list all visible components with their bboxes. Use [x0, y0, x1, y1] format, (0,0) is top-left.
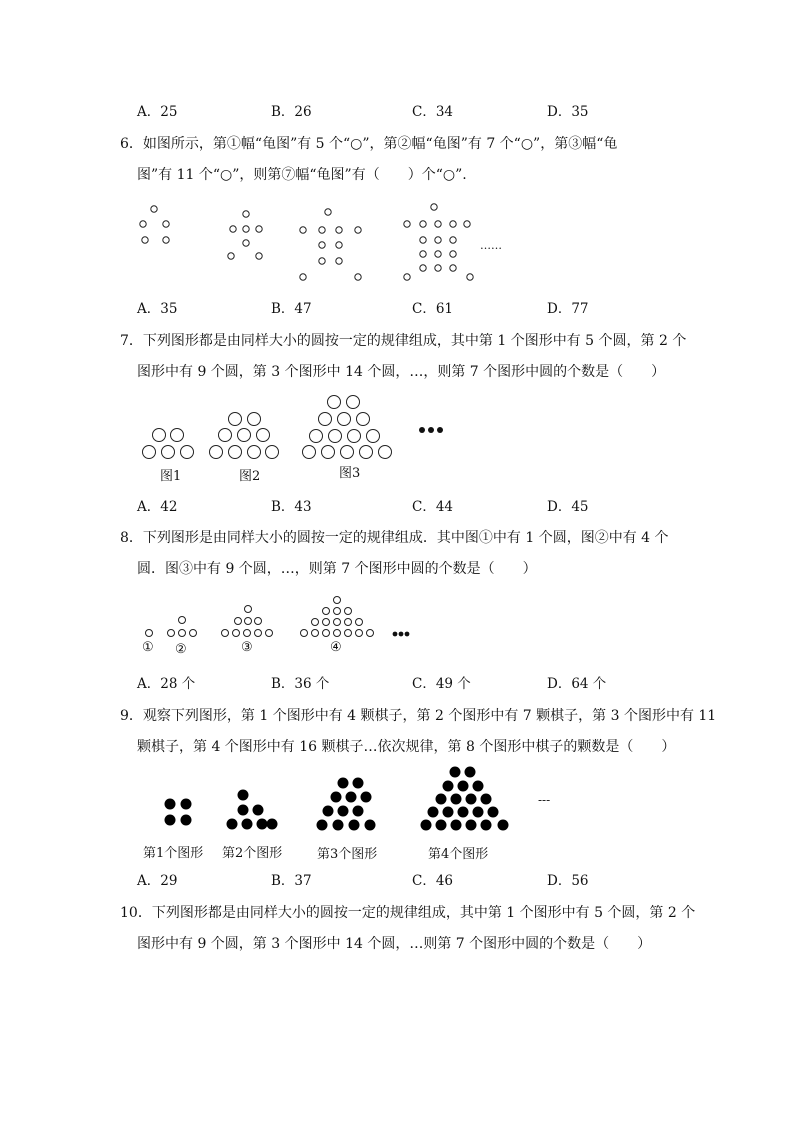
- q8-option-d: D．64 个: [547, 676, 607, 692]
- q9-figure-2: [227, 790, 278, 830]
- q9-figure-4: [421, 767, 509, 831]
- q8-stem-line1: 8．下列图形是由同样大小的圆按一定的规律组成．其中图①中有 1 个圆，图②中有 4 个: [120, 530, 669, 546]
- q6-stem-line1: 6．如图所示，第①幅“龟图”有 5 个“○”，第②幅“龟图”有 7 个“○”，第③幅“龟: [120, 136, 618, 152]
- q9-option-c: C．46: [412, 873, 454, 889]
- q8-option-c: C．49 个: [412, 676, 471, 692]
- q10-stem-line2: 图形中有 9 个圆，第 3 个图形中 14 个圆，…则第 7 个图形中圆的个数是（ ）: [137, 936, 652, 952]
- q8-option-a: A．28 个: [137, 676, 196, 692]
- q9-option-d: D．56: [547, 873, 589, 889]
- q10-stem-line1: 10．下列图形都是由同样大小的圆按一定的规律组成，其中第 1 个图形中有 5 个圆，第 2 个: [120, 905, 696, 921]
- q7-stem-line1: 7．下列图形都是由同样大小的圆按一定的规律组成，其中第 1 个图形中有 5 个圆，第 2 个: [120, 333, 687, 349]
- q7-caption-1: 图1: [160, 469, 182, 484]
- q8-caption-2: ②: [175, 642, 187, 657]
- q7-stem-line2: 图形中有 9 个圆，第 3 个图形中 14 个圆，…，则第 7 个图形中圆的个数是（ ）: [137, 364, 666, 380]
- q5-option-b: B．26: [271, 104, 312, 120]
- q9-caption-3: 第3个图形: [317, 847, 378, 862]
- q9-stem-line1: 9．观察下列图形，第 1 个图形中有 4 颗棋子，第 2 个图形中有 7 颗棋子，第 3 个图形中有 11: [120, 708, 717, 724]
- q5-option-a: A．25: [137, 104, 178, 120]
- q7-option-c: C．44: [412, 499, 454, 515]
- q9-caption-2: 第2个图形: [222, 846, 283, 861]
- q9-option-a: A．29: [137, 873, 178, 889]
- q7-option-a: A．42: [137, 499, 178, 515]
- q9-figure-1: [165, 799, 192, 826]
- q7-option-b: B．43: [271, 499, 312, 515]
- q6-stem-line2: 图”有 11 个“○”，则第⑦幅“龟图”有（ ）个“○”.: [137, 167, 467, 183]
- q8-caption-4: ④: [330, 640, 342, 655]
- q9-figure-3: [317, 778, 376, 831]
- q9-ellipsis: ---: [538, 793, 551, 807]
- q9-option-b: B．37: [271, 873, 312, 889]
- q6-option-a: A．35: [137, 301, 178, 317]
- q5-option-d: D．35: [547, 104, 589, 120]
- q7-caption-2: 图2: [239, 469, 261, 484]
- q9-caption-1: 第1个图形: [143, 846, 204, 861]
- q8-option-b: B．36 个: [271, 676, 330, 692]
- q6-option-d: D．77: [547, 301, 589, 317]
- q7-option-d: D．45: [547, 499, 589, 515]
- q9-stem-line2: 颗棋子，第 4 个图形中有 16 颗棋子…依次规律，第 8 个图形中棋子的颗数是（ ）: [137, 739, 676, 755]
- q7-caption-3: 图3: [339, 466, 361, 481]
- q6-ellipsis: ……: [480, 239, 502, 252]
- q5-option-c: C．34: [412, 104, 454, 120]
- q8-caption-1: ①: [142, 640, 154, 655]
- q6-option-b: B．47: [271, 301, 312, 317]
- q8-caption-3: ③: [241, 640, 253, 655]
- q8-stem-line2: 圆．图③中有 9 个圆，…，则第 7 个图形中圆的个数是（ ）: [137, 561, 537, 577]
- q9-caption-4: 第4个图形: [428, 847, 489, 862]
- q6-option-c: C．61: [412, 301, 454, 317]
